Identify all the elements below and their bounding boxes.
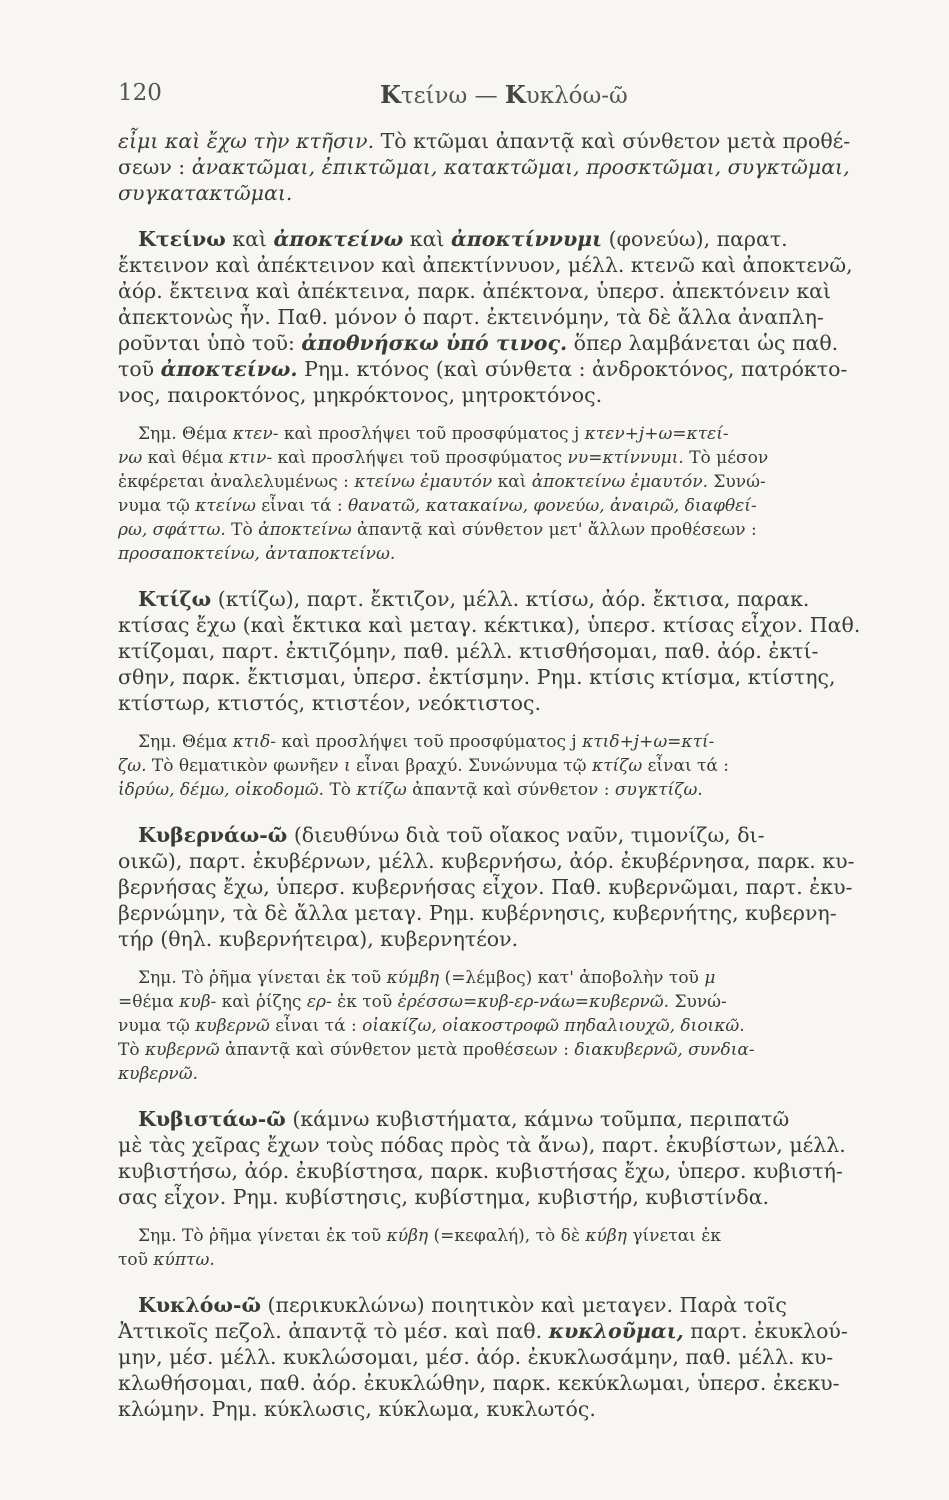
headword: Κτείνω — [138, 227, 226, 251]
text-line: συγκατακτῶμαι. — [118, 181, 293, 205]
text-line: κτίζομαι, παρτ. ἐκτιζόμην, παθ. μέλλ. κτισθήσομαι, παθ. ἀόρ. ἐκτί- — [118, 639, 819, 663]
entry-headword-line: Κτείνω καὶ ἀποκτείνω καὶ ἀποκτίννυμι (φονεύω), παρατ. — [138, 227, 788, 251]
text-line: κυβιστήσω, ἀόρ. ἐκυβίστησα, παρκ. κυβιστήσας ἔχω, ὑπερσ. κυβιστή- — [118, 1159, 843, 1183]
note-line: Τὸ κυβερνῶ ἀπαντᾷ καὶ σύνθετον μετὰ προθέσεων : διακυβερνῶ, συνδια- — [118, 1040, 755, 1060]
dictionary-page — [118, 80, 933, 1422]
text-line: οικῶ), παρτ. ἐκυβέρνων, μέλλ. κυβερνήσω, ἀόρ. ἐκυβέρνησα, παρκ. κυ- — [118, 849, 855, 873]
headword: Κτίζω — [138, 587, 212, 611]
note-line: ρω, σφάττω. Τὸ ἀποκτείνω ἀπαντᾷ καὶ σύνθετον μετ' ἄλλων προθέσεων : — [118, 520, 757, 540]
entry-headword-line: Κυκλόω-ῶ (περικυκλώνω) ποιητικὸν καὶ μεταγεν. Παρὰ τοῖς — [138, 1293, 787, 1317]
note-line: =θέμα κυβ- καὶ ῥίζης ερ- ἐκ τοῦ ἐρέσσω=κυβ-ερ-νάω=κυβερνῶ. Συνώ- — [118, 992, 727, 1012]
text-line: τήρ (θηλ. κυβερνήτειρα), κυβερνητέον. — [118, 927, 519, 951]
text-line: τοῦ ἀποκτείνω. Ρημ. κτόνος (καὶ σύνθετα : ἀνδροκτόνος, πατρόκτο- — [118, 357, 848, 381]
note-line: Σημ. Θέμα κτεν- καὶ προσλήψει τοῦ προσφύματος j κτεν+j+ω=κτεί- — [138, 424, 729, 444]
text-line: ἀόρ. ἔκτεινα καὶ ἀπέκτεινα, παρκ. ἀπέκτονα, ὑπερσ. ἀπεκτόνειν καὶ — [118, 279, 832, 303]
text-line: κλώμην. Ρημ. κύκλωσις, κύκλωμα, κυκλωτός. — [118, 1397, 596, 1421]
note-line: ζω. Τὸ θεματικὸν φωνῆεν ι εἶναι βραχύ. Συνώνυμα τῷ κτίζω εἶναι τά : — [118, 756, 730, 776]
note-line: προσαποκτείνω, ἀνταποκτείνω. — [118, 544, 396, 564]
text-line: μην, μέσ. μέλλ. κυκλώσομαι, μέσ. ἀόρ. ἐκυκλωσάμην, παθ. μέλλ. κυ- — [118, 1345, 834, 1369]
entry-continuation — [118, 128, 933, 206]
note-line: τοῦ κύπτω. — [118, 1250, 215, 1270]
text-line: σας εἶχον. Ρημ. κυβίστησις, κυβίστημα, κυβιστήρ, κυβιστίνδα. — [118, 1185, 770, 1209]
entry-kybisto — [118, 1106, 933, 1272]
note-line: ἐκφέρεται ἀναλελυμένως : κτείνω ἐμαυτόν καὶ ἀποκτείνω ἐμαυτόν. Συνώ- — [118, 472, 766, 492]
note-line: νυμα τῷ κυβερνῶ εἶναι τά : οἰακίζω, οἰακοστροφῶ πηδαλιουχῶ, διοικῶ. — [118, 1016, 745, 1036]
note-line: Σημ. Τὸ ῥῆμα γίνεται ἐκ τοῦ κύβη (=κεφαλή), τὸ δὲ κύβη γίνεται ἐκ — [138, 1226, 721, 1246]
page-number: 120 — [118, 80, 162, 106]
text-line: ἀπεκτονὼς ἦν. Παθ. μόνον ὁ παρτ. ἐκτεινόμην, τὰ δὲ ἄλλα ἀναπλη- — [118, 305, 824, 329]
text-line: κτίσας ἔχω (καὶ ἔκτικα καὶ μεταγ. κέκτικα), ὑπερσ. κτίσας εἶχον. Παθ. — [118, 613, 861, 637]
note-line: Σημ. Τὸ ῥῆμα γίνεται ἐκ τοῦ κύμβη (=λέμβος) κατ' ἀποβολὴν τοῦ μ — [138, 968, 716, 988]
usage-note — [118, 730, 933, 802]
entry-kteino — [118, 226, 933, 566]
page-header — [118, 80, 933, 120]
text-line: νος, παιροκτόνος, μηκρόκτονος, μητροκτόνος. — [118, 383, 603, 407]
text-line: σθην, παρκ. ἔκτισμαι, ὑπερσ. ἐκτίσμην. Ρημ. κτίσις κτίσμα, κτίστης, — [118, 665, 836, 689]
entry-headword-line: Κυβερνάω-ῶ (διευθύνω διὰ τοῦ οἴακος ναῦν, τιμονίζω, δι- — [138, 823, 765, 847]
text-line: Ἀττικοῖς πεζολ. ἀπαντᾷ τὸ μέσ. καὶ παθ. κυκλοῦμαι, παρτ. ἐκυκλού- — [118, 1319, 848, 1343]
note-line: νω καὶ θέμα κτιν- καὶ προσλήψει τοῦ προσφύματος νυ=κτίννυμι. Τὸ μέσον — [118, 448, 769, 468]
note-line: Σημ. Θέμα κτιδ- καὶ προσλήψει τοῦ προσφύματος j κτιδ+j+ω=κτί- — [138, 732, 715, 752]
headword: Κυβερνάω-ῶ — [138, 823, 288, 847]
text-line: βερνώμην, τὰ δὲ ἄλλα μεταγ. Ρημ. κυβέρνησις, κυβερνήτης, κυβερνη- — [118, 901, 837, 925]
running-head: Κτείνω — Κυκλόω-ῶ — [380, 80, 628, 109]
note-line: νυμα τῷ κτείνω εἶναι τά : θανατῶ, κατακαίνω, φονεύω, ἀναιρῶ, διαφθεί- — [118, 496, 757, 516]
text-line: εἶμι καὶ ἔχω τὴν κτῆσιν. Τὸ κτῶμαι ἀπαντᾷ καὶ σύνθετον μετὰ προθέ- — [118, 129, 851, 153]
note-line: ἱδρύω, δέμω, οἰκοδομῶ. Τὸ κτίζω ἀπαντᾷ καὶ σύνθετον : συγκτίζω. — [118, 780, 703, 800]
usage-note — [118, 966, 933, 1086]
headword: Κυκλόω-ῶ — [138, 1293, 261, 1317]
entry-ktizo — [118, 586, 933, 802]
entry-kykloo — [118, 1292, 933, 1422]
entry-headword-line: Κτίζω (κτίζω), παρτ. ἔκτιζον, μέλλ. κτίσω, ἀόρ. ἔκτισα, παρακ. — [138, 587, 810, 611]
text-line: ἔκτεινον καὶ ἀπέκτεινον καὶ ἀπεκτίννυον, μέλλ. κτενῶ καὶ ἀποκτενῶ, — [118, 253, 853, 277]
text-line: ροῦνται ὑπὸ τοῦ: ἀποθνήσκω ὑπό τινος. ὅπερ λαμβάνεται ὡς παθ. — [118, 331, 839, 355]
headword: Κυβιστάω-ῶ — [138, 1107, 286, 1131]
text-line: κλωθήσομαι, παθ. ἀόρ. ἐκυκλώθην, παρκ. κεκύκλωμαι, ὑπερσ. ἐκεκυ- — [118, 1371, 840, 1395]
text-line: μὲ τὰς χεῖρας ἔχων τοὺς πόδας πρὸς τὰ ἄνω), παρτ. ἐκυβίστων, μέλλ. — [118, 1133, 846, 1157]
text-line: σεων : ἀνακτῶμαι, ἐπικτῶμαι, κατακτῶμαι, προσκτῶμαι, συγκτῶμαι, — [118, 155, 850, 179]
text-line: βερνήσας ἔχω, ὑπερσ. κυβερνήσας εἶχον. Παθ. κυβερνῶμαι, παρτ. ἐκυ- — [118, 875, 853, 899]
usage-note — [118, 422, 933, 566]
note-line: κυβερνῶ. — [118, 1064, 199, 1084]
entry-headword-line: Κυβιστάω-ῶ (κάμνω κυβιστήματα, κάμνω τοῦμπα, περιπατῶ — [138, 1107, 790, 1131]
usage-note — [118, 1224, 933, 1272]
entry-kyberno — [118, 822, 933, 1086]
text-line: κτίστωρ, κτιστός, κτιστέον, νεόκτιστος. — [118, 691, 541, 715]
